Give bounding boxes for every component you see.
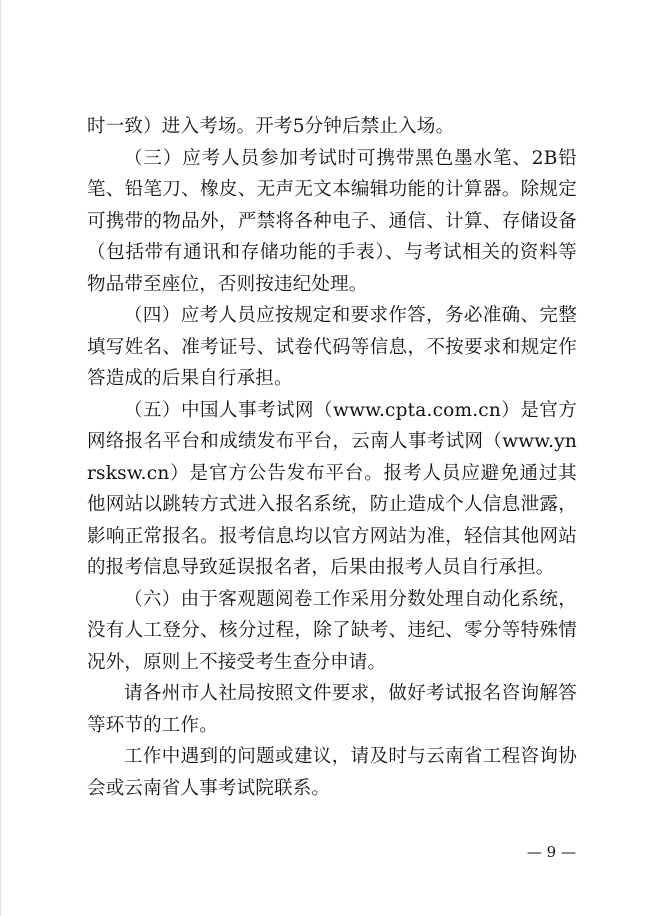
paragraph-contact: 工作中遇到的问题或建议，请及时与云南省工程咨询协会或云南省人事考试院联系。 (87, 746, 577, 799)
paragraph-continuation: 时一致）进入考场。开考5分钟后禁止入场。 (87, 116, 455, 137)
document-body (87, 111, 577, 804)
page-number: — 9 — (526, 843, 576, 861)
paragraph-item-4: （四）应考人员应按规定和要求作答，务必准确、完整填写姓名、准考证号、试卷代码等信息，不按要求和规定作答造成的后果自行承担。 (87, 305, 577, 389)
paragraph-instruction: 请各州市人社局按照文件要求，做好考试报名咨询解答等环节的工作。 (87, 683, 577, 736)
paragraph-item-5: （五）中国人事考试网（www.cpta.com.cn）是官方网络报名平台和成绩发布平台，云南人事考试网（www.ynrsksw.cn）是官方公告发布平台。报考人员应避免通过其他网站以跳转方式进入报名系统，防止造成个人信息泄露，影响正常报名。报考信息均以官方网站为准，轻信其他网站的报考信息导致延误报名者，后果由报考人员自行承担。 (87, 399, 577, 578)
paragraph-item-6: （六）由于客观题阅卷工作采用分数处理自动化系统，没有人工登分、核分过程，除了缺考、违纪、零分等特殊情况外，原则上不接受考生查分申请。 (87, 588, 577, 673)
paragraph-item-3: （三）应考人员参加考试时可携带黑色墨水笔、2B铅笔、铅笔刀、橡皮、无声无文本编辑功能的计算器。除规定可携带的物品外，严禁将各种电子、通信、计算、存储设备（包括带有通讯和存储功能的手表）、与考试相关的资料等物品带至座位，否则按违纪处理。 (87, 147, 577, 295)
